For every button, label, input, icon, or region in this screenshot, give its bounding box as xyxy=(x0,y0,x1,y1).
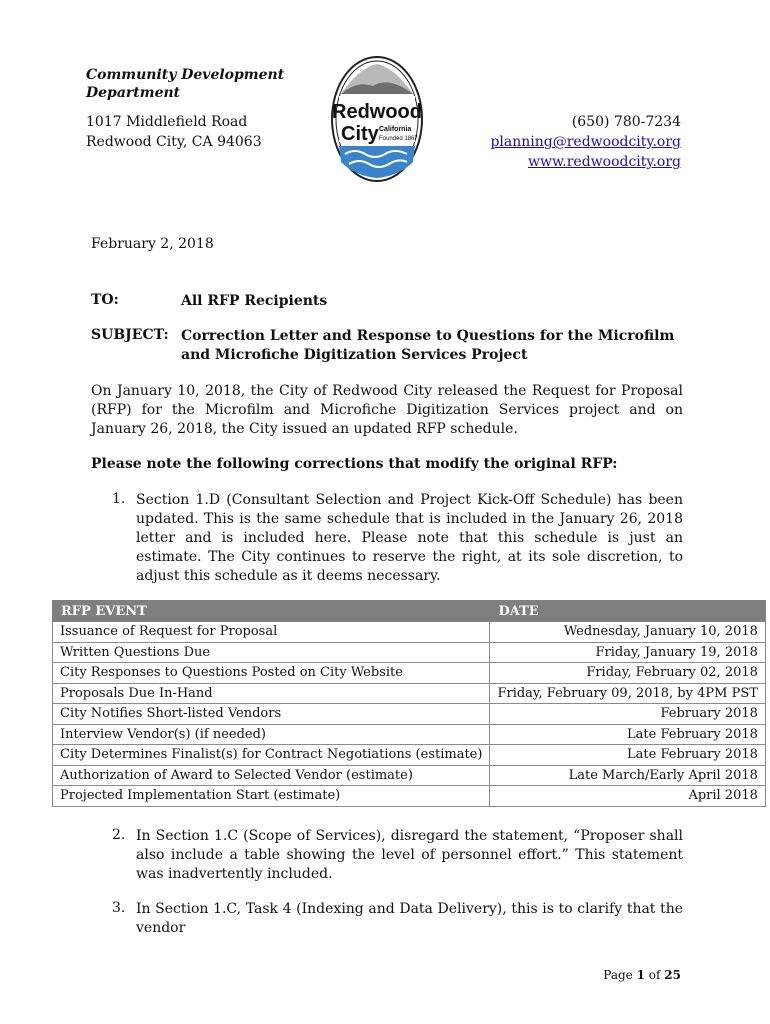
list-item-number: 1. xyxy=(112,491,126,507)
column-header-date: DATE xyxy=(490,601,765,622)
date-cell: February 2018 xyxy=(490,704,765,725)
corrections-heading: Please note the following corrections that modify the original RFP: xyxy=(91,456,618,472)
event-cell: Proposals Due In-Hand xyxy=(53,683,490,704)
table-header-row xyxy=(53,601,766,622)
address-line-2: Redwood City, CA 94063 xyxy=(86,134,262,150)
logo-founded: Founded 1867 xyxy=(379,136,418,142)
table-row xyxy=(53,642,766,663)
website-link[interactable]: www.redwoodcity.org xyxy=(527,154,681,170)
date-cell: Late March/Early April 2018 xyxy=(490,765,765,786)
date-cell: April 2018 xyxy=(490,786,765,807)
table-row xyxy=(53,765,766,786)
logo-state: California xyxy=(379,126,412,133)
email-link[interactable]: planning@redwoodcity.org xyxy=(490,134,681,150)
logo-word-city: City xyxy=(341,123,379,145)
department-name: Community Development Department xyxy=(86,67,285,101)
page-number: Page 1 of 25 xyxy=(603,968,681,982)
event-cell: City Determines Finalist(s) for Contract Negotiations (estimate) xyxy=(53,745,490,766)
letter-date: February 2, 2018 xyxy=(91,236,214,252)
table-row xyxy=(53,704,766,725)
address-line-1: 1017 Middlefield Road xyxy=(86,114,248,130)
subject-label: SUBJECT: xyxy=(91,327,169,343)
subject-value: Correction Letter and Response to Questions for the Microfilm and Microfiche Digitization Services Project xyxy=(181,328,675,363)
date-cell: Friday, February 02, 2018 xyxy=(490,663,765,684)
list-item: Section 1.D (Consultant Selection and Project Kick-Off Schedule) has been updated. This is the same schedule that is included in the January 26, 2018 letter and is included here. Please note that this schedule is just an estimate. The City continues to reserve the right, at its sole discretion, to adjust this schedule as it deems necessary. xyxy=(136,492,683,584)
redwood-city-logo xyxy=(329,54,425,184)
table-row xyxy=(53,745,766,766)
list-item-number: 3. xyxy=(112,900,126,916)
date-cell: Late February 2018 xyxy=(490,745,765,766)
list-item: In Section 1.C (Scope of Services), disregard the statement, “Proposer shall also include a table showing the level of personnel effort.” This statement was inadvertently included. xyxy=(136,828,683,882)
contact-block xyxy=(490,112,681,172)
table-row xyxy=(53,724,766,745)
intro-paragraph: On January 10, 2018, the City of Redwood City released the Request for Proposal (RFP) for the Microfilm and Microfiche Digitization Services project and on January 26, 2018, the City issued an updated RFP schedule. xyxy=(91,383,683,437)
column-header-event: RFP EVENT xyxy=(53,601,490,622)
table-row xyxy=(53,622,766,643)
date-cell: Late February 2018 xyxy=(490,724,765,745)
event-cell: Written Questions Due xyxy=(53,642,490,663)
logo-word-redwood: Redwood xyxy=(332,101,422,123)
to-value: All RFP Recipients xyxy=(181,293,328,309)
schedule-table xyxy=(52,600,766,807)
date-cell: Wednesday, January 10, 2018 xyxy=(490,622,765,643)
table-row xyxy=(53,786,766,807)
table-row xyxy=(53,683,766,704)
date-cell: Friday, January 19, 2018 xyxy=(490,642,765,663)
phone-number: (650) 780-7234 xyxy=(571,114,681,130)
event-cell: Issuance of Request for Proposal xyxy=(53,622,490,643)
event-cell: City Responses to Questions Posted on City Website xyxy=(53,663,490,684)
address-block xyxy=(86,112,262,152)
event-cell: City Notifies Short-listed Vendors xyxy=(53,704,490,725)
event-cell: Authorization of Award to Selected Vendor (estimate) xyxy=(53,765,490,786)
to-label: TO: xyxy=(91,292,119,308)
table-row xyxy=(53,663,766,684)
list-item-number: 2. xyxy=(112,827,126,843)
event-cell: Interview Vendor(s) (if needed) xyxy=(53,724,490,745)
event-cell: Projected Implementation Start (estimate) xyxy=(53,786,490,807)
date-cell: Friday, February 09, 2018, by 4PM PST xyxy=(490,683,765,704)
list-item: In Section 1.C, Task 4 (Indexing and Data Delivery), this is to clarify that the vendor xyxy=(136,901,683,936)
